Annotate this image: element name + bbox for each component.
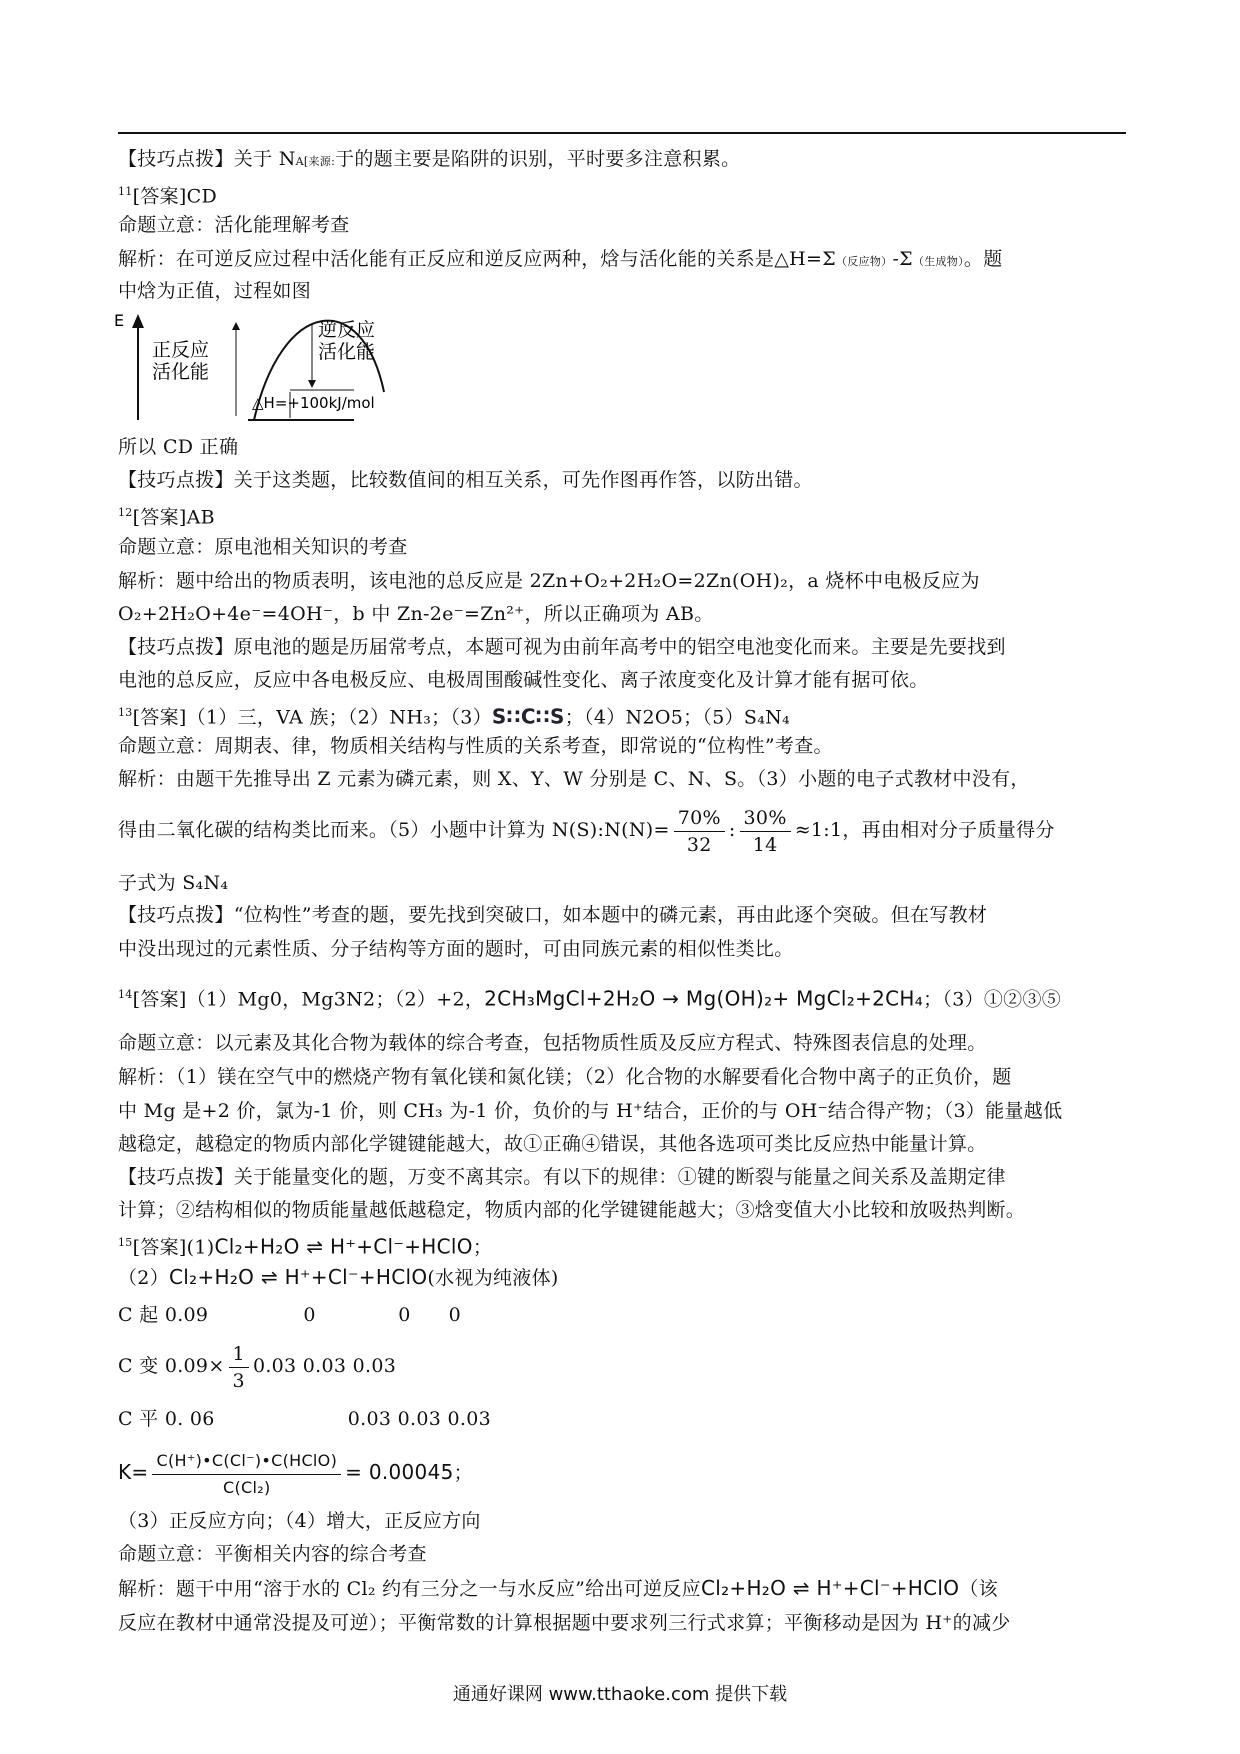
answer-text-end: ；（3）①②③⑤: [923, 988, 1062, 1011]
q15-k-expression: [118, 1444, 1128, 1501]
k-numerator: C(H⁺)•C(Cl⁻)•C(HClO): [152, 1448, 341, 1475]
analysis-text: 得由二氧化碳的结构类比而来。（5）小题中计算为 N(S):N(N)=: [118, 819, 670, 841]
fraction-denominator: 3: [232, 1369, 245, 1392]
q15-c-start: C 起 0.09 0 0 0: [118, 1304, 462, 1326]
reverse-arrow-head: [308, 380, 316, 388]
q15-c-eq: C 平 0. 06 0.03 0.03 0.03: [118, 1408, 491, 1430]
forward-label-2: 活化能: [152, 361, 210, 383]
cs2-lewis-structure: S∷C∷S: [491, 704, 565, 729]
forward-arrow-head: [232, 322, 240, 330]
analysis-text-end: （该: [959, 1578, 998, 1600]
answer-semicolon: ；: [472, 1236, 493, 1259]
analysis-text-end: ≈1:1，再由相对分子质量得分: [794, 819, 1055, 841]
analysis-end: 。题: [963, 248, 1003, 270]
question-number: 15: [118, 1236, 133, 1249]
fraction-numerator: 1: [229, 1341, 249, 1368]
fraction-s: [674, 805, 725, 858]
q11-answer: [118, 177, 1128, 211]
fraction-numerator: 70%: [674, 805, 725, 832]
tip-text-end: 于的题主要是陷阱的识别，平时要多注意积累。: [335, 148, 741, 170]
fraction-denominator: 14: [752, 833, 778, 856]
question-number: 12: [118, 506, 133, 519]
q15-part34: （3）正反应方向；（4）增大，正反应方向: [118, 1510, 481, 1532]
question-number: 14: [118, 988, 133, 1001]
product-subscript: （生成物）: [912, 255, 964, 268]
q15-part2: [118, 1262, 1128, 1293]
fraction-one-third: [229, 1341, 249, 1394]
answer-text: [答案]（1）Mg0，Mg3N2；（2）+2，: [132, 988, 485, 1011]
q12-analysis-a: 解析：题中给出的物质表明，该电池的总反应是 2Zn+O₂+2H₂O=2Zn(OH)₂，a 烧杯中电极反应为: [118, 570, 980, 592]
energy-diagram: [112, 308, 452, 428]
reverse-label-2: 活化能: [318, 341, 376, 363]
q11-tip: 【技巧点拨】关于这类题，比较数值间的相互关系，可先作图再作答，以防出错。: [118, 469, 813, 491]
analysis-mid: -Σ: [892, 248, 913, 270]
question-number: 13: [118, 706, 133, 719]
header-rule: [118, 132, 1126, 134]
tip-subscript: A[来源:: [295, 155, 336, 168]
fraction-numerator: 30%: [740, 805, 791, 832]
q11-analysis-cont: 中焓为正值，过程如图: [118, 280, 312, 302]
k-value: = 0.00045: [345, 1460, 454, 1484]
question-number: 11: [118, 185, 133, 198]
chlorine-water-equation: Cl₂+H₂O ⇌ H⁺+Cl⁻+HClO: [214, 1234, 473, 1259]
q14-intent: 命题立意：以元素及其化合物为载体的综合考查，包括物质性质及反应方程式、特殊图表信息的处理。: [118, 1032, 987, 1054]
equation-note: (水视为纯液体): [427, 1267, 559, 1289]
k-label: K=: [118, 1460, 149, 1484]
q13-analysis-a: 解析：由题干先推导出 Z 元素为磷元素，则 X、Y、W 分别是 C、N、S。（3）小题的电子式教材中没有，: [118, 768, 1030, 790]
q15-analysis-b: 反应在教材中通常没提及可逆）；平衡常数的计算根据题中要求列三行式求算；平衡移动是因为 H⁺的减少: [118, 1612, 1011, 1634]
q15-answer: [118, 1228, 1128, 1262]
energy-axis-label: E: [114, 311, 125, 330]
hydrolysis-equation: 2CH₃MgCl+2H₂O → Mg(OH)₂+ MgCl₂+2CH₄: [484, 986, 924, 1011]
q12-intent: 命题立意：原电池相关知识的考查: [118, 536, 408, 558]
answer-text: [答案](1): [132, 1236, 215, 1259]
answer-text: [答案]（1）三，VA 族；（2）NH₃；（3）: [132, 706, 492, 729]
chlorine-water-equation: Cl₂+H₂O ⇌ H⁺+Cl⁻+HClO: [169, 1265, 428, 1289]
part-label: （2）: [118, 1267, 169, 1289]
q13-answer: [118, 698, 1128, 732]
q14-tip-a: 【技巧点拨】关于能量变化的题，万变不离其宗。有以下的规律：①键的断裂与能量之间关系及盖期定律: [118, 1166, 1006, 1188]
c-change-values: 0.03 0.03 0.03: [252, 1355, 397, 1377]
answer-text: [答案]AB: [132, 506, 215, 529]
q12-tip-b: 电池的总反应，反应中各电极反应、电极周围酸碱性变化、离子浓度变化及计算才能有据可依。: [118, 669, 929, 691]
chlorine-water-equation: Cl₂+H₂O ⇌ H⁺+Cl⁻+HClO: [700, 1576, 960, 1600]
q13-tip-b: 中没出现过的元素性质、分子结构等方面的题时，可由同族元素的相似性类比。: [118, 938, 794, 960]
analysis-text: 解析：题干中用“溶于水的 Cl₂ 约有三分之一与水反应”给出可逆反应: [118, 1578, 701, 1600]
q12-analysis-b: O₂+2H₂O+4e⁻=4OH⁻，b 中 Zn-2e⁻=Zn²⁺，所以正确项为 AB。: [118, 603, 714, 625]
k-semicolon: ；: [453, 1462, 473, 1484]
q14-analysis-c: 越稳定，越稳定的物质内部化学键键能越大，故①正确④错误，其他各选项可类比反应热中能量计算。: [118, 1133, 987, 1155]
fraction-denominator: 32: [686, 833, 712, 856]
q13-analysis-b: [118, 800, 1128, 860]
q13-tip-a: 【技巧点拨】“位构性”考查的题，要先找到突破口，如本题中的磷元素，再由此逐个突破。但在写教材: [118, 904, 988, 926]
energy-axis-arrow: [132, 314, 144, 328]
fraction-n: [740, 805, 791, 858]
c-change-label: C 变 0.09×: [118, 1355, 225, 1377]
forward-label-1: 正反应: [152, 339, 210, 361]
q15-c-change: [118, 1336, 1128, 1396]
tip-line: [118, 144, 1128, 177]
ratio-colon: :: [728, 819, 736, 841]
q15-analysis-a: [118, 1573, 1128, 1604]
reactant-subscript: （反应物）: [835, 255, 893, 268]
q12-tip-a: 【技巧点拨】原电池的题是历届常考点，本题可视为由前年高考中的铝空电池变化而来。主要是先要找到: [118, 636, 1006, 658]
q11-analysis: [118, 244, 1128, 277]
q15-intent: 命题立意：平衡相关内容的综合考查: [118, 1543, 427, 1565]
dh-label: △H=+100kJ/mol: [252, 394, 375, 412]
q14-analysis-a: 解析：（1）镁在空气中的燃烧产物有氧化镁和氮化镁；（2）化合物的水解要看化合物中离子的正负价，题: [118, 1066, 1012, 1088]
analysis-text: 解析：在可逆反应过程中活化能有正反应和逆反应两种，焓与活化能的关系是△H=Σ: [118, 248, 836, 270]
k-denominator: C(Cl₂): [223, 1477, 271, 1497]
q14-answer: [118, 980, 1128, 1014]
q12-answer: [118, 498, 1128, 532]
tip-text: 【技巧点拨】关于 N: [118, 148, 296, 170]
q11-intent: 命题立意：活化能理解考查: [118, 214, 350, 236]
k-fraction: [152, 1448, 341, 1501]
answer-text: [答案]CD: [132, 185, 218, 208]
q13-analysis-c: 子式为 S₄N₄: [118, 872, 229, 894]
page-footer: 通通好课网 www.tthaoke.com 提供下载: [452, 1684, 788, 1705]
q14-tip-b: 计算；②结构相似的物质能量越低越稳定，物质内部的化学键键能越大；③焓变值大小比较和放吸热判断。: [118, 1199, 1026, 1221]
q13-intent: 命题立意：周期表、律，物质相关结构与性质的关系考查，即常说的“位构性”考查。: [118, 735, 833, 757]
q14-analysis-b: 中 Mg 是+2 价，氯为-1 价，则 CH₃ 为-1 价，负价的与 H⁺结合，正价的与 OH⁻结合得产物；（3）能量越低: [118, 1100, 1063, 1122]
reverse-label-1: 逆反应: [318, 319, 376, 341]
answer-text-end: ；（4）N2O5；（5）S₄N₄: [564, 706, 790, 729]
q11-conclusion: 所以 CD 正确: [118, 436, 239, 458]
